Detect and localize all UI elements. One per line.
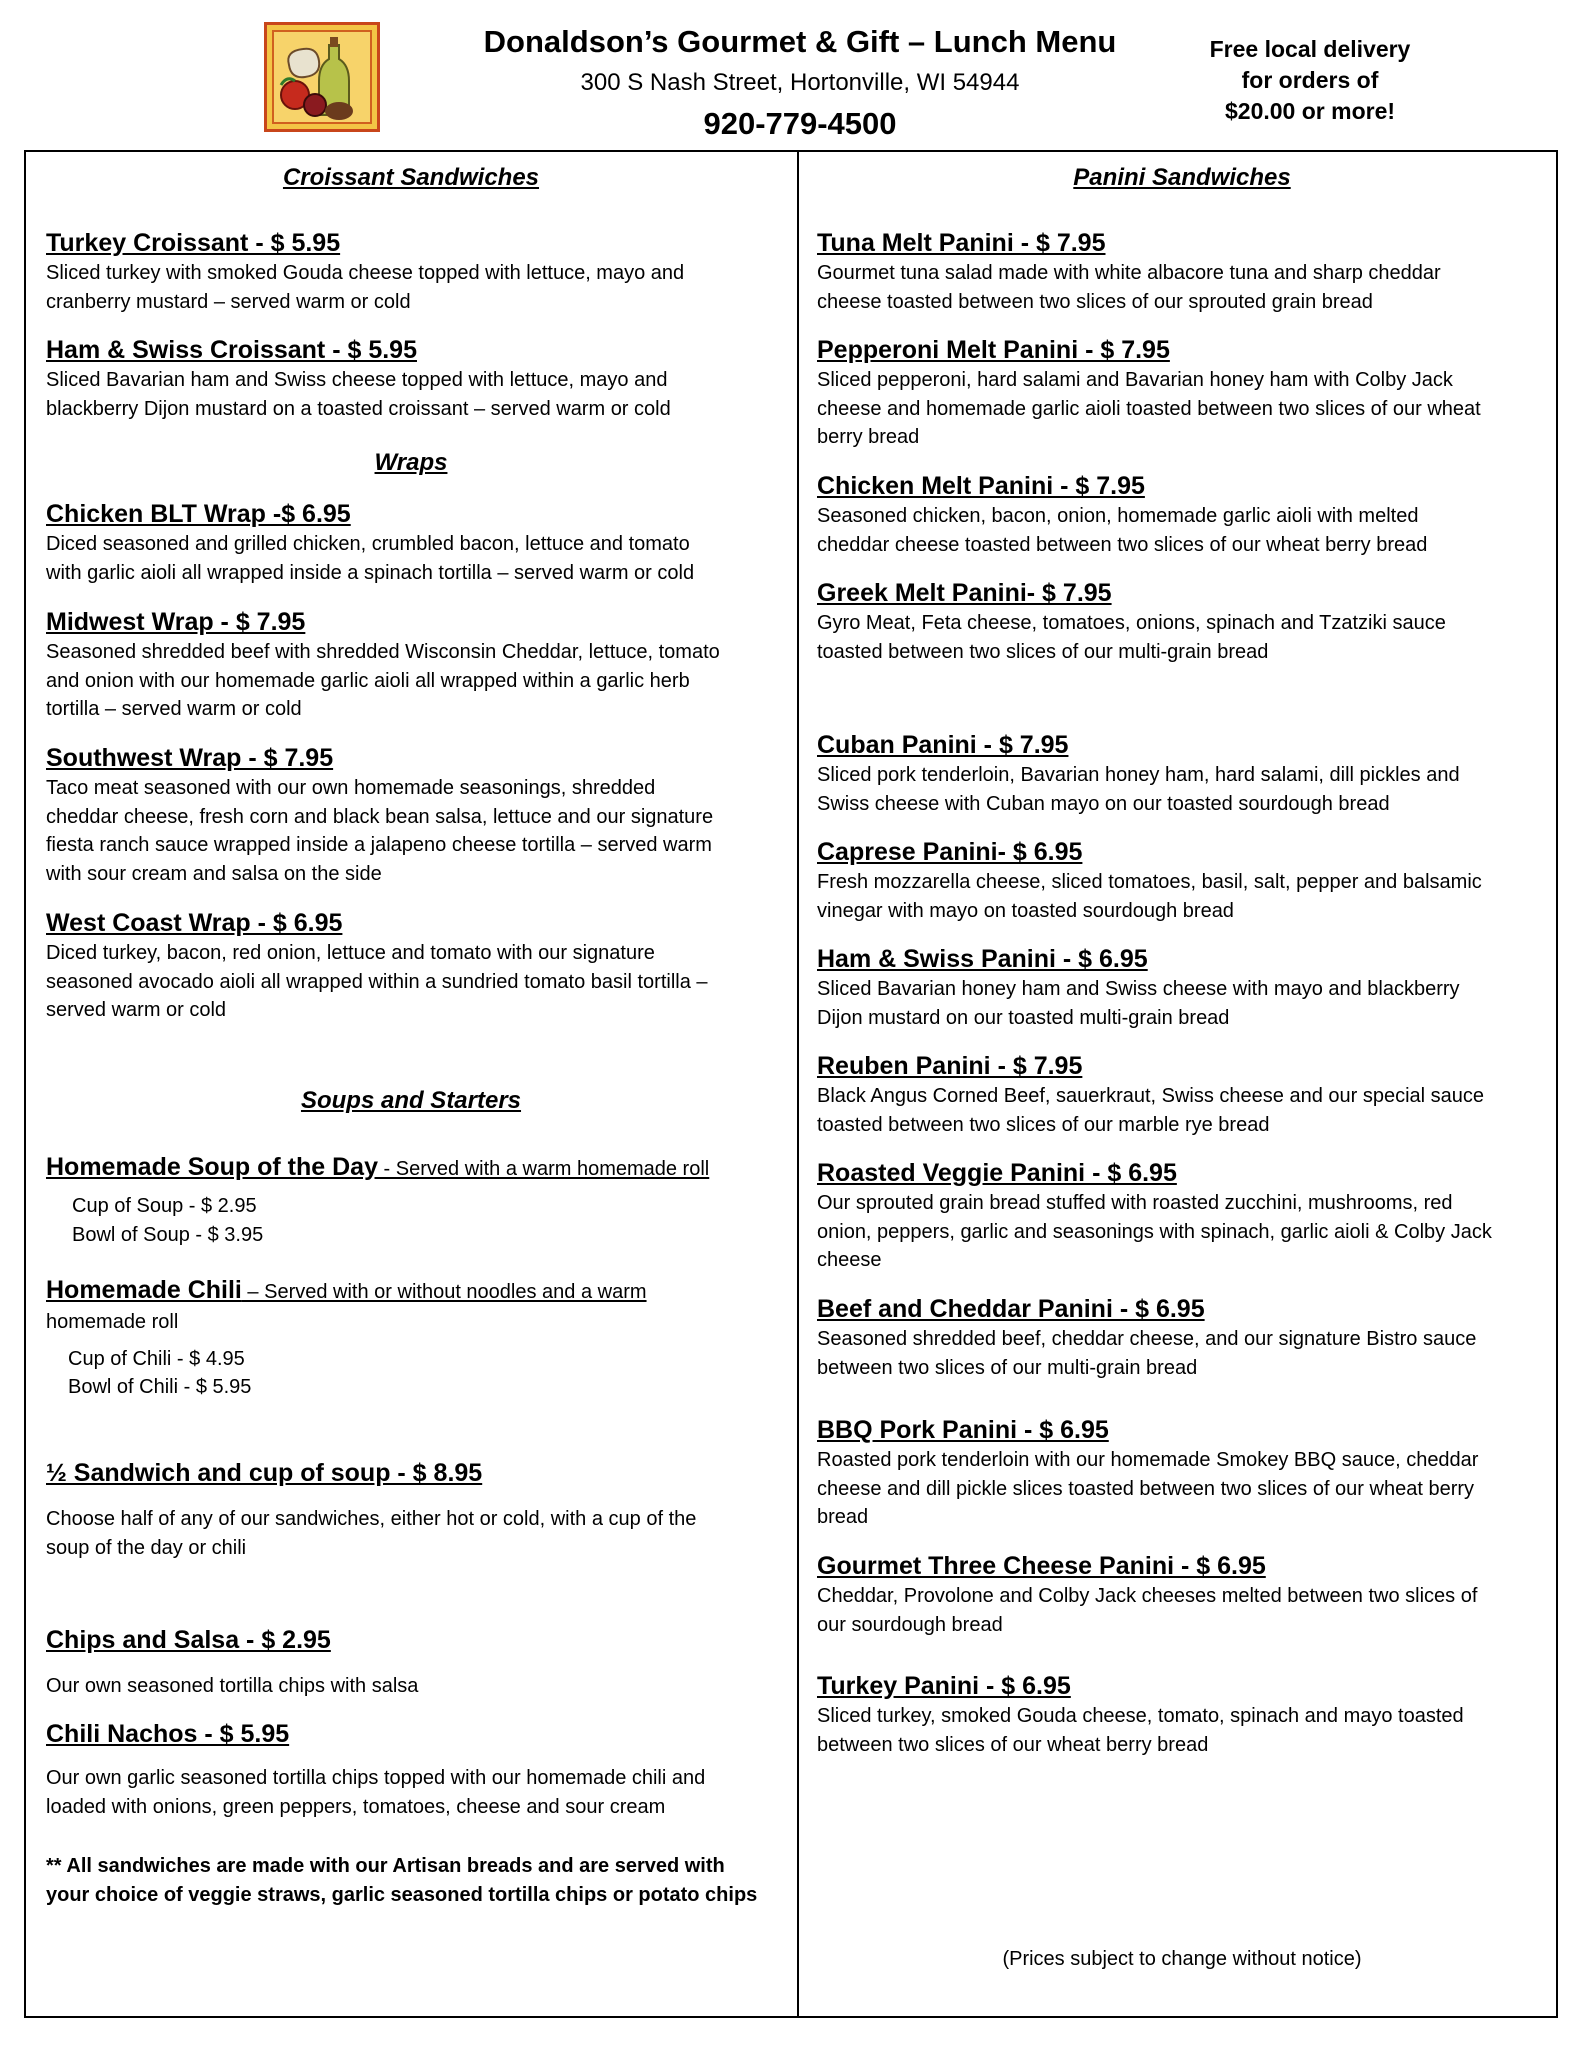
column-divider — [797, 152, 799, 2016]
menu-item — [817, 470, 1547, 559]
item-description: toasted between two slices of our multi-grain bread — [817, 640, 1269, 663]
item-name: Gourmet Three Cheese Panini - $ 6.95 — [817, 1552, 1266, 1580]
section-heading-panini: Panini Sandwiches — [1073, 164, 1291, 191]
item-description: served warm or cold — [46, 999, 227, 1021]
section-heading-wraps: Wraps — [374, 449, 448, 476]
item-name: Pepperoni Melt Panini - $ 7.95 — [817, 336, 1170, 364]
item-description: with sour cream and salsa on the side — [46, 862, 382, 885]
menu-item — [46, 1718, 776, 1821]
menu-item — [46, 498, 776, 587]
item-description: Sliced pepperoni, hard salami and Bavarian honey ham with Colby Jack — [817, 369, 1453, 391]
menu-item — [817, 836, 1547, 925]
menu-item — [46, 227, 776, 316]
delivery-line: Free local delivery — [1209, 36, 1411, 62]
item-description: Fresh mozzarella cheese, sliced tomatoes, basil, salt, pepper and balsamic — [817, 871, 1482, 893]
menu-item — [46, 1457, 776, 1562]
item-note: homemade roll — [46, 1311, 179, 1333]
item-name: Roasted Veggie Panini - $ 6.95 — [817, 1159, 1177, 1187]
item-description: toasted between two slices of our marble rye bread — [817, 1113, 1270, 1136]
item-description: Swiss cheese with Cuban mayo on our toasted sourdough bread — [817, 792, 1390, 815]
item-description: vinegar with mayo on toasted sourdough bread — [817, 899, 1234, 922]
item-description: Diced seasoned and grilled chicken, crumbled bacon, lettuce and tomato — [46, 533, 690, 555]
item-name: Ham & Swiss Croissant - $ 5.95 — [46, 336, 417, 364]
item-description: our sourdough bread — [817, 1613, 1003, 1636]
item-description: loaded with onions, green peppers, tomatoes, cheese and sour cream — [46, 1795, 666, 1818]
item-name: Chips and Salsa - $ 2.95 — [46, 1626, 331, 1654]
menu-item — [817, 334, 1547, 452]
item-name: Cuban Panini - $ 7.95 — [817, 731, 1069, 759]
menu-item — [817, 1670, 1547, 1759]
item-description: Taco meat seasoned with our own homemade seasonings, shredded — [46, 777, 656, 799]
menu-item — [817, 1550, 1547, 1639]
item-name: West Coast Wrap - $ 6.95 — [46, 909, 343, 937]
item-note: - Served with a warm homemade roll — [378, 1158, 710, 1180]
item-name: ½ Sandwich and cup of soup - $ 8.95 — [46, 1459, 483, 1487]
item-description: Our own seasoned tortilla chips with salsa — [46, 1675, 419, 1697]
item-description: soup of the day or chili — [46, 1536, 247, 1559]
store-address: 300 S Nash Street, Hortonville, WI 54944 — [580, 69, 1020, 96]
item-description: cheese — [817, 1249, 882, 1271]
item-description: Sliced pork tenderloin, Bavarian honey ham, hard salami, dill pickles and — [817, 764, 1460, 786]
item-name: BBQ Pork Panini - $ 6.95 — [817, 1416, 1109, 1444]
item-description: Seasoned shredded beef, cheddar cheese, and our signature Bistro sauce — [817, 1328, 1477, 1350]
item-description: Gourmet tuna salad made with white albacore tuna and sharp cheddar — [817, 262, 1441, 284]
item-description: Sliced turkey with smoked Gouda cheese topped with lettuce, mayo and — [46, 262, 685, 284]
item-description: Sliced turkey, smoked Gouda cheese, tomato, spinach and mayo toasted — [817, 1705, 1464, 1727]
item-description: Choose half of any of our sandwiches, either hot or cold, with a cup of the — [46, 1508, 697, 1530]
menu-item — [46, 1274, 776, 1402]
item-description: cheese and homemade garlic aioli toasted between two slices of our wheat — [817, 397, 1481, 420]
item-name: Turkey Croissant - $ 5.95 — [46, 229, 341, 257]
menu-header — [0, 0, 1582, 150]
menu-item — [817, 729, 1547, 818]
item-note: – Served with or without noodles and a warm — [241, 1281, 647, 1303]
item-description: Our sprouted grain bread stuffed with roasted zucchini, mushrooms, red — [817, 1192, 1453, 1214]
item-description: onion, peppers, garlic and seasonings with spinach, garlic aioli & Colby Jack — [817, 1220, 1492, 1243]
delivery-line: for orders of — [1241, 67, 1379, 93]
item-description: tortilla – served warm or cold — [46, 698, 302, 720]
menu-item — [46, 606, 776, 724]
item-description: cheese and dill pickle slices toasted between two slices of our wheat berry — [817, 1477, 1475, 1500]
sandwich-footnote — [46, 1852, 776, 1909]
item-name: Chicken Melt Panini - $ 7.95 — [817, 472, 1145, 500]
item-name: Chicken BLT Wrap -$ 6.95 — [46, 500, 351, 528]
menu-item — [46, 742, 776, 888]
item-description: Black Angus Corned Beef, sauerkraut, Swiss cheese and our special sauce — [817, 1085, 1485, 1107]
item-name: Turkey Panini - $ 6.95 — [817, 1672, 1071, 1700]
title-block — [420, 20, 1180, 146]
section-heading-croissant: Croissant Sandwiches — [282, 164, 540, 191]
item-description: seasoned avocado aioli all wrapped within a sundried tomato basil tortilla – — [46, 970, 708, 993]
item-description: cranberry mustard – served warm or cold — [46, 290, 411, 313]
item-name: Greek Melt Panini- $ 7.95 — [817, 579, 1112, 607]
item-description: Our own garlic seasoned tortilla chips topped with our homemade chili and — [46, 1767, 706, 1789]
menu-item — [817, 227, 1547, 316]
item-name: Ham & Swiss Panini - $ 6.95 — [817, 945, 1148, 973]
item-description: Gyro Meat, Feta cheese, tomatoes, onions, spinach and Tzatziki sauce — [817, 612, 1446, 634]
item-description: Sliced Bavarian honey ham and Swiss cheese with mayo and blackberry — [817, 978, 1460, 1000]
size-price: Cup of Chili - $ 4.95 — [68, 1347, 245, 1370]
item-description: and onion with our homemade garlic aioli all wrapped within a garlic herb — [46, 669, 690, 692]
item-description: between two slices of our wheat berry bread — [817, 1733, 1209, 1756]
item-name: Chili Nachos - $ 5.95 — [46, 1720, 290, 1748]
delivery-line: $20.00 or more! — [1224, 98, 1396, 124]
item-name: Caprese Panini- $ 6.95 — [817, 838, 1083, 866]
size-price: Cup of Soup - $ 2.95 — [72, 1195, 257, 1217]
item-description: Roasted pork tenderloin with our homemade Smokey BBQ sauce, cheddar — [817, 1449, 1479, 1471]
delivery-note — [1175, 34, 1445, 127]
page-title: Donaldson’s Gourmet & Gift – Lunch Menu — [483, 24, 1117, 59]
menu-frame — [24, 150, 1558, 2018]
item-description: blackberry Dijon mustard on a toasted croissant – served warm or cold — [46, 397, 671, 420]
store-phone: 920-779-4500 — [703, 106, 897, 141]
item-name: Homemade Soup of the Day — [46, 1153, 378, 1181]
footnote-line: your choice of veggie straws, garlic seasoned tortilla chips or potato chips — [46, 1883, 758, 1906]
item-description: berry bread — [817, 426, 920, 448]
size-price: Bowl of Chili - $ 5.95 — [68, 1376, 252, 1398]
item-name: Homemade Chili — [46, 1276, 242, 1304]
prices-note: (Prices subject to change without notice) — [1002, 1948, 1362, 1970]
item-description: cheddar cheese toasted between two slices of our wheat berry bread — [817, 533, 1428, 556]
section-heading-soups: Soups and Starters — [300, 1087, 522, 1114]
item-name: Reuben Panini - $ 7.95 — [817, 1052, 1083, 1080]
item-name: Midwest Wrap - $ 7.95 — [46, 608, 306, 636]
menu-item — [817, 577, 1547, 666]
menu-item — [817, 1293, 1547, 1382]
menu-item — [817, 943, 1547, 1032]
menu-item — [46, 1624, 776, 1701]
item-description: Sliced Bavarian ham and Swiss cheese topped with lettuce, mayo and — [46, 369, 668, 391]
item-name: Tuna Melt Panini - $ 7.95 — [817, 229, 1106, 257]
item-description: Dijon mustard on our toasted multi-grain bread — [817, 1006, 1230, 1029]
menu-item — [46, 907, 776, 1025]
menu-item — [817, 1157, 1547, 1275]
item-description: with garlic aioli all wrapped inside a spinach tortilla – served warm or cold — [46, 561, 695, 584]
item-description: Diced turkey, bacon, red onion, lettuce and tomato with our signature — [46, 942, 655, 964]
menu-item — [817, 1050, 1547, 1139]
item-description: Seasoned chicken, bacon, onion, homemade garlic aioli with melted — [817, 505, 1419, 527]
item-description: cheddar cheese, fresh corn and black bean salsa, lettuce and our signature — [46, 805, 714, 828]
item-description: cheese toasted between two slices of our sprouted grain bread — [817, 290, 1373, 313]
still-life-logo-icon — [264, 22, 380, 132]
item-name: Beef and Cheddar Panini - $ 6.95 — [817, 1295, 1205, 1323]
item-description: fiesta ranch sauce wrapped inside a jalapeno cheese tortilla – served warm — [46, 834, 712, 856]
item-description: between two slices of our multi-grain bread — [817, 1356, 1198, 1379]
item-description: Cheddar, Provolone and Colby Jack cheeses melted between two slices of — [817, 1585, 1478, 1607]
menu-item — [46, 334, 776, 423]
menu-item — [46, 1151, 776, 1249]
size-price: Bowl of Soup - $ 3.95 — [72, 1223, 264, 1246]
menu-item — [817, 1414, 1547, 1532]
item-description: Seasoned shredded beef with shredded Wisconsin Cheddar, lettuce, tomato — [46, 641, 720, 663]
footnote-line: ** All sandwiches are made with our Artisan breads and are served with — [46, 1855, 725, 1877]
item-name: Southwest Wrap - $ 7.95 — [46, 744, 334, 772]
item-description: bread — [817, 1506, 869, 1528]
